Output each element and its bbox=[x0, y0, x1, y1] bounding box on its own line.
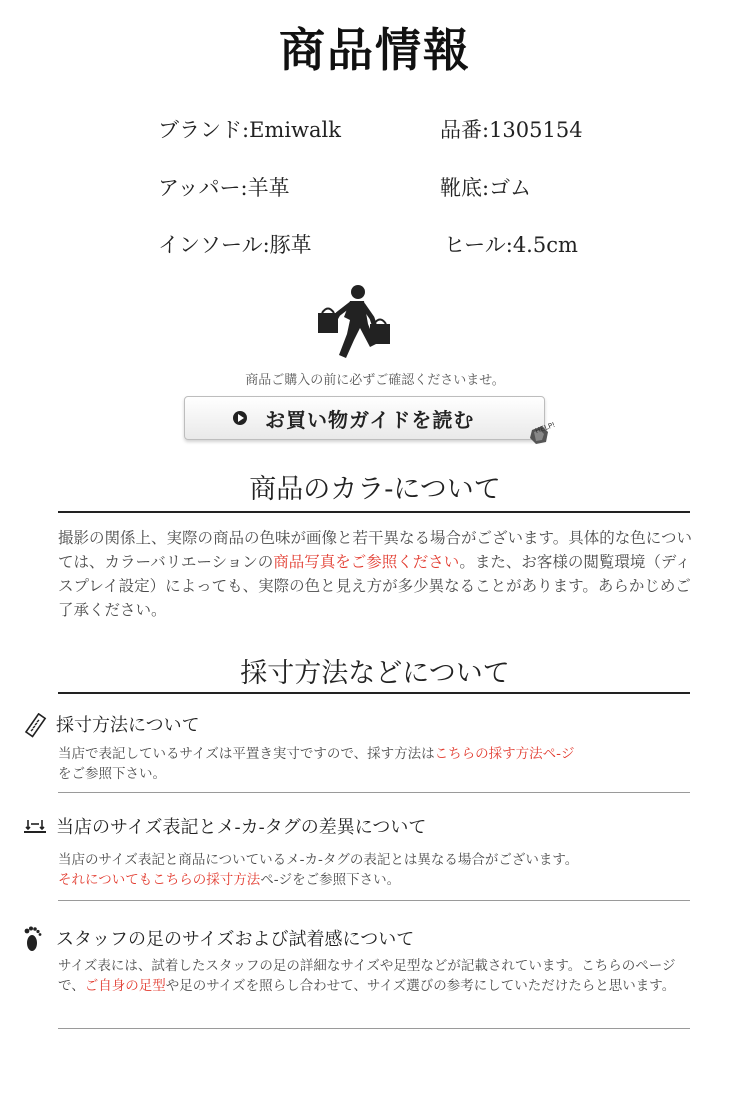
spec-upper: アッパー:羊革 bbox=[158, 176, 290, 200]
measure-section-heading: 採寸方法などについて bbox=[240, 658, 510, 689]
item-divider bbox=[58, 1028, 690, 1029]
item-divider bbox=[58, 792, 690, 793]
shopper-icon bbox=[314, 284, 394, 360]
measure-method-link[interactable]: こちらの採す方法ペ-ジ bbox=[434, 746, 575, 762]
measure-method-title: 採寸方法について bbox=[56, 715, 200, 736]
spec-heel: ヒール:4.5cm bbox=[444, 233, 578, 257]
help-label: HELP! bbox=[534, 420, 557, 436]
spec-insole: インソール:豚革 bbox=[158, 233, 312, 257]
spec-sole: 靴底:ゴム bbox=[440, 176, 532, 200]
own-foot-shape-link[interactable]: ご自身の足型 bbox=[84, 978, 166, 994]
purchase-confirm-note: 商品ご購入の前に必ずご確認くださいませ。 bbox=[245, 373, 505, 388]
color-notice-text: 撮影の関係上、実際の商品の色味が画像と若干異なる場合がございます。具体的な色については、カラーバリエーションの商品写真をご参照ください。また、お客様の閲覧環境（ディスプレイ設定）によっても、実際の色と見え方が多少異なることがあります。あらかじめご了承ください。 bbox=[58, 529, 692, 619]
staff-fit-text: サイズ表には、試着したスタッフの足の詳細なサイズや足型などが記載されています。こちらのページで、ご自身の足型や足のサイズを照らし合わせて、サイズ選びの参考にしていただけたらと思います。 bbox=[58, 958, 676, 994]
size-difference-title: 当店のサイズ表記とメ-カ-タグの差異について bbox=[56, 817, 427, 838]
item-divider bbox=[58, 900, 690, 901]
color-section-divider bbox=[58, 511, 690, 513]
spec-item-number: 品番:1305154 bbox=[440, 118, 583, 142]
measure-method-text: 当店で表記しているサイズは平置き実寸ですので、採す方法はこちらの採す方法ペ-ジ をご参照下さい。 bbox=[58, 746, 575, 782]
ruler-icon bbox=[22, 713, 48, 739]
size-difference-link[interactable]: それについてもこちらの採寸方法 bbox=[58, 872, 261, 888]
measure-section-divider bbox=[58, 692, 690, 694]
size-tag-icon bbox=[22, 816, 48, 836]
product-photo-link[interactable]: 商品写真をご参照ください bbox=[273, 553, 460, 571]
spec-brand: ブランド:Emiwalk bbox=[158, 118, 341, 142]
play-icon bbox=[233, 411, 247, 425]
staff-fit-title: スタッフの足のサイズおよび試着感について bbox=[56, 929, 415, 950]
shopping-guide-button[interactable] bbox=[184, 396, 545, 440]
shopping-guide-label: お買い物ガイドを読む bbox=[265, 407, 475, 432]
page-title: 商品情報 bbox=[279, 23, 471, 77]
color-section-heading: 商品のカラ-について bbox=[249, 474, 501, 505]
size-difference-text: 当店のサイズ表記と商品についているメ-カ-タグの表記とは異なる場合がございます。 それについてもこちらの採寸方法ペ-ジをご参照下さい。 bbox=[58, 852, 579, 888]
footprint-icon bbox=[22, 924, 44, 952]
